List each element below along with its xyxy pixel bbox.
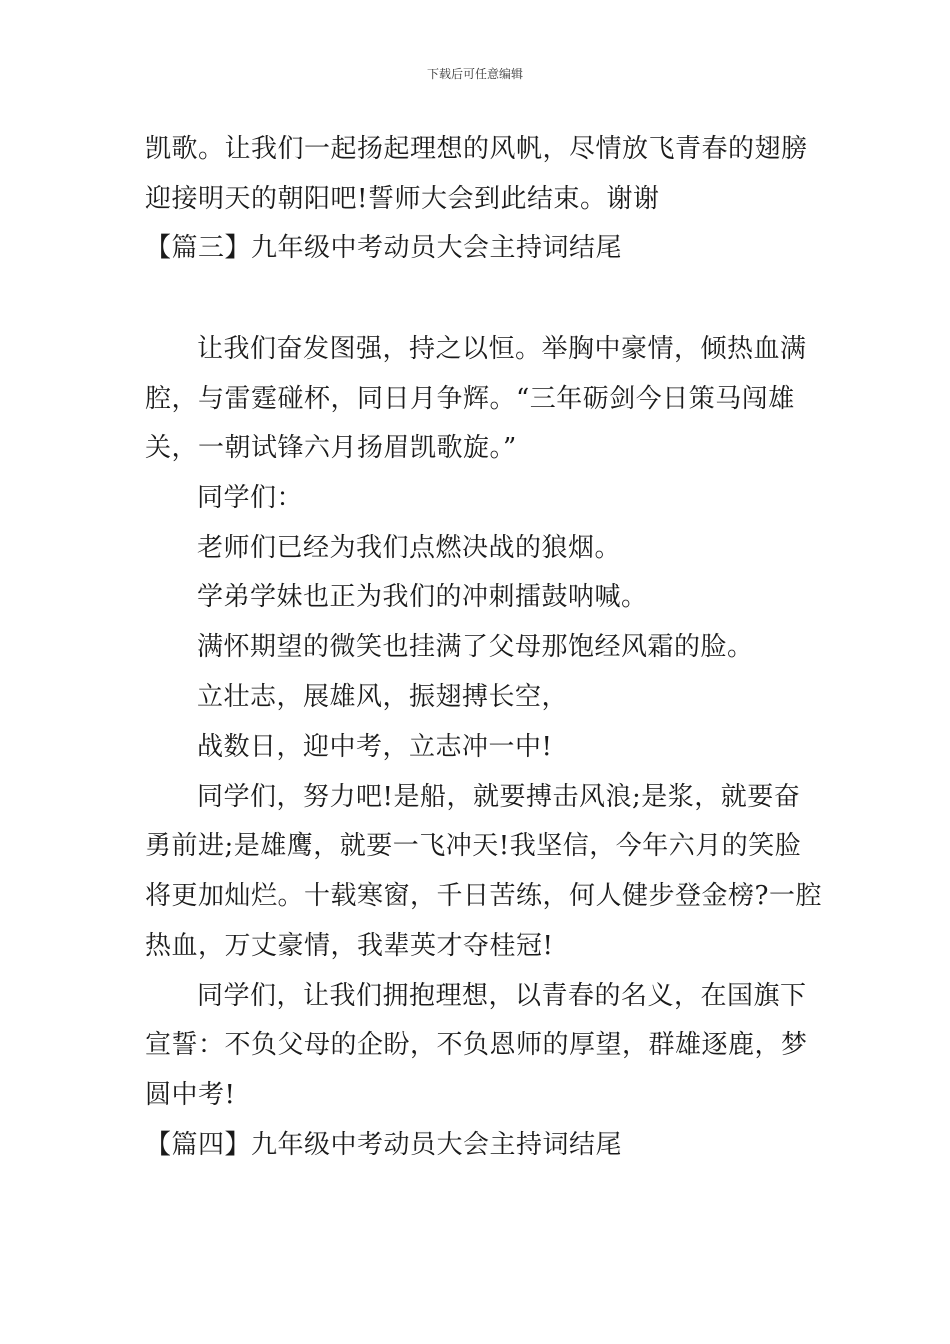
paragraph-first-line: 让我们奋发图强，持之以恒。举胸中豪情，倾热血满 [197,334,807,364]
body-line: 勇前进;是雄鹰，就要一飞冲天!我坚信，今年六月的笑脸 [145,831,802,861]
paragraph-first-line: 战数日，迎中考，立志冲一中! [197,732,553,762]
body-line: 迎接明天的朝阳吧!誓师大会到此结束。谢谢 [145,184,660,214]
paragraph-first-line: 立壮志，展雄风，振翅搏长空， [197,682,569,712]
body-line: 腔，与雷霆碰杯，同日月争辉。“三年砺剑今日策马闯雄 [145,384,795,414]
paragraph-first-line: 学弟学妹也正为我们的冲刺擂鼓呐喊。 [197,582,648,612]
paragraph-first-line: 老师们已经为我们点燃决战的狼烟。 [197,533,622,563]
body-line: 热血，万丈豪情，我辈英才夺桂冠! [145,931,554,961]
page-header: 下载后可任意编辑 [426,67,523,81]
paragraph-first-line: 满怀期望的微笑也挂满了父母那饱经风霜的脸。 [197,632,754,662]
paragraph-first-line: 同学们，努力吧!是船，就要搏击风浪;是浆，就要奋 [197,782,801,812]
body-line: 将更加灿烂。十载寒窗，千日苦练，何人健步登金榜?一腔 [145,881,822,911]
section-heading: 【篇四】九年级中考动员大会主持词结尾 [145,1130,623,1160]
body-line: 凯歌。让我们一起扬起理想的风帆，尽情放飞青春的翅膀 [145,134,808,164]
paragraph-first-line: 同学们： [197,483,304,513]
body-line: 圆中考! [145,1080,236,1110]
paragraph-first-line: 同学们，让我们拥抱理想，以青春的名义，在国旗下 [197,981,807,1011]
section-heading: 【篇三】九年级中考动员大会主持词结尾 [145,233,623,263]
body-line: 宣誓：不负父母的企盼，不负恩师的厚望，群雄逐鹿，梦 [145,1030,808,1060]
body-line: 关，一朝试锋六月扬眉凯歌旋。” [145,433,517,463]
